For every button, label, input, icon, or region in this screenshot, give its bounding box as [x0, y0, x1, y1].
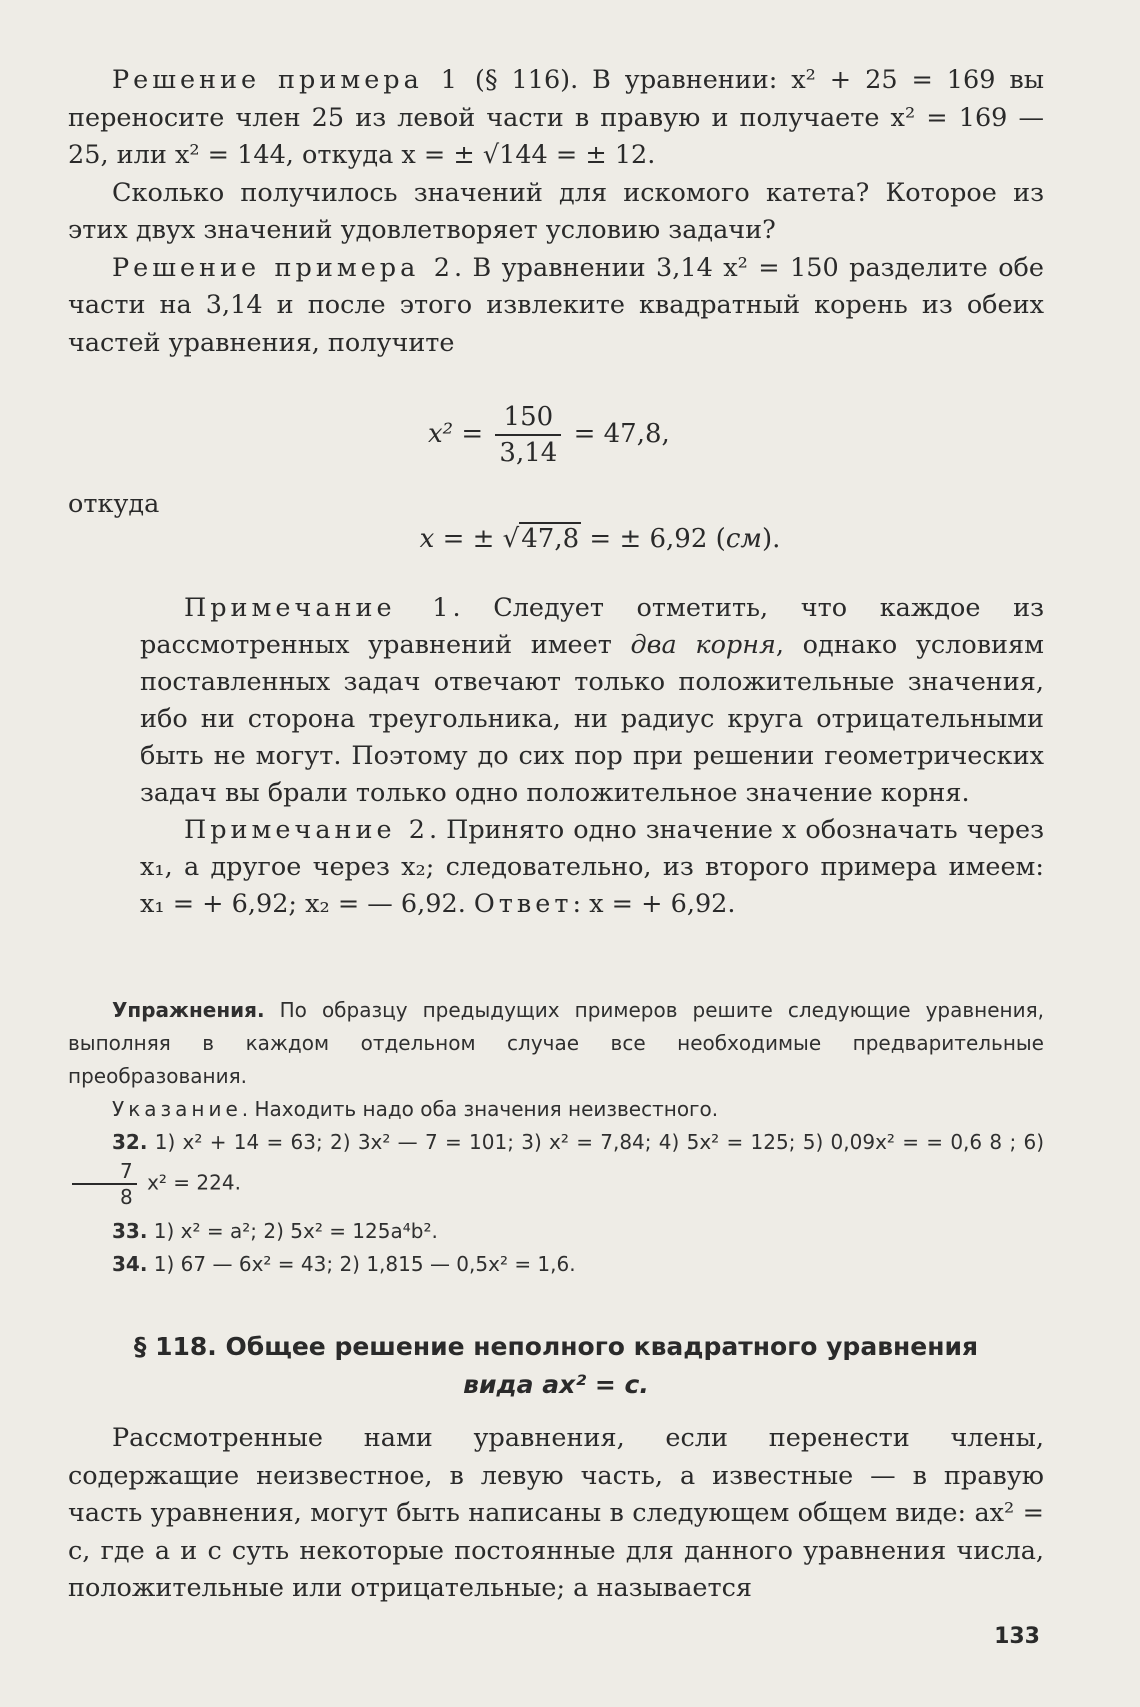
formula1-fraction — [495, 400, 561, 470]
final-paragraph: Рассмотренные нами уравнения, если перенести члены, содержащие неизвестное, в левую часть, а известные — в правую часть уравнения, могут быть написаны в следующем общем виде: ax² = c, где a и c суть некоторые постоянные для данного уравнения числа, положительные или отрицательные; a называется — [68, 1423, 1044, 1603]
exercise-32 — [68, 1126, 1044, 1209]
exercises-section — [68, 994, 1044, 1281]
section-heading — [68, 1328, 1044, 1404]
solution-2-text: . В уравнении 3,14 x² = 150 разделите обе части на 3,14 и после этого извлеките квадратный корень из обеих частей уравнения, получите — [68, 252, 1044, 358]
solution-example-2 — [68, 250, 1044, 363]
exercise-34-text: 1) 67 — 6x² = 43; 2) 1,815 — 0,5x² = 1,6. — [147, 1252, 576, 1276]
exercises-label: Упражнения. — [112, 998, 265, 1022]
exercise-32-fraction — [72, 1159, 137, 1209]
exercise-33 — [68, 1215, 1044, 1248]
note-1-emphasis: два корня — [630, 630, 776, 660]
exercise-32-fraction-den: 8 — [120, 1185, 133, 1209]
question-paragraph: Сколько получилось значений для искомого катета? Которое из этих двух значений удовлетворяет условию задачи? — [68, 177, 1044, 245]
formula2-unit: см — [725, 524, 762, 554]
note-2-text: . Принято одно значение x обозначать через x₁, а другое через x₂; следовательно, из второго примера имеем: x₁ = + 6,92; x₂ = — 6,92. — [140, 815, 1044, 919]
notes-section — [140, 590, 1044, 923]
exercise-32-text: 1) x² + 14 = 63; 2) 3x² — 7 = 101; 3) x² = 7,84; 4) 5x² = 125; 5) 0,09x² = = 0,6 8 ; 6) — [147, 1130, 1044, 1154]
word-otkuda: откуда — [68, 489, 160, 519]
note-1 — [140, 590, 1044, 812]
exercise-33-text: 1) x² = a²; 2) 5x² = 125a⁴b². — [147, 1219, 438, 1243]
solution-section — [68, 62, 1044, 362]
solution-1-lead: Решение примера 1 — [112, 65, 461, 95]
exercise-34 — [68, 1248, 1044, 1281]
exercises-intro-text: По образцу предыдущих примеров решите следующие уравнения, выполняя в каждом отдельном случае все необходимые предварительные преобразования. — [68, 998, 1044, 1088]
page-number: 133 — [994, 1624, 1040, 1649]
formula2-post: = ± 6,92 ( — [581, 524, 726, 554]
exercises-intro — [68, 994, 1044, 1093]
note-2-lead: Примечание 2 — [184, 815, 429, 845]
solution-2-lead: Решение примера 2 — [112, 252, 454, 283]
note-1-text-a: . Следует отметить, что каждое из рассмотренных уравнений имеет — [140, 593, 1044, 660]
formula-root — [0, 524, 1140, 554]
exercise-34-number: 34. — [112, 1252, 148, 1276]
answer-text: : x = + 6,92. — [572, 889, 736, 919]
exercise-32-tail: x² = 224. — [140, 1170, 241, 1195]
exercise-33-number: 33. — [112, 1219, 148, 1243]
solution-example-1 — [68, 62, 1044, 175]
note-1-text-b: , однако условиям поставленных задач отвечают только положительные значения, ибо ни сторона треугольника, ни радиус круга отрицательными быть не могут. Поэтому до сих пор при решении геометрических задач вы брали только одно положительное значение корня. — [140, 630, 1044, 808]
otkuda-line — [68, 486, 1044, 524]
exercises-hint — [68, 1093, 1044, 1126]
formula2-close: ). — [761, 524, 781, 554]
sqrt-sign: √ — [502, 524, 520, 554]
formula2-root: 47,8 — [521, 524, 580, 554]
solution-1-text: (§ 116). В уравнении: x² + 25 = 169 вы переносите член 25 из левой части в правую и получаете x² = 169 — 25, или x² = 144, откуда x = ± √144 = ± 12. — [68, 65, 1044, 170]
exercise-32-fraction-num: 7 — [72, 1159, 137, 1185]
final-paragraph-block — [68, 1420, 1044, 1608]
hint-label: Указание — [112, 1097, 242, 1121]
heading-line-2: вида ax² = c. — [463, 1370, 649, 1399]
formula1-right: = 47,8, — [573, 419, 670, 449]
answer-label: Ответ — [473, 889, 573, 919]
hint-text: . Находить надо оба значения неизвестного. — [241, 1097, 719, 1121]
formula2-pre: x = ± — [419, 524, 503, 554]
formula1-denominator: 3,14 — [499, 438, 558, 468]
exercise-32-number: 32. — [112, 1130, 148, 1154]
note-1-lead: Примечание 1 — [184, 593, 453, 623]
formula1-left: x² = — [428, 419, 484, 449]
formula1-numerator: 150 — [495, 400, 561, 436]
note-2 — [140, 812, 1044, 923]
formula-fraction — [0, 400, 1140, 480]
heading-line-1: § 118. Общее решение неполного квадратного уравнения — [133, 1332, 979, 1361]
